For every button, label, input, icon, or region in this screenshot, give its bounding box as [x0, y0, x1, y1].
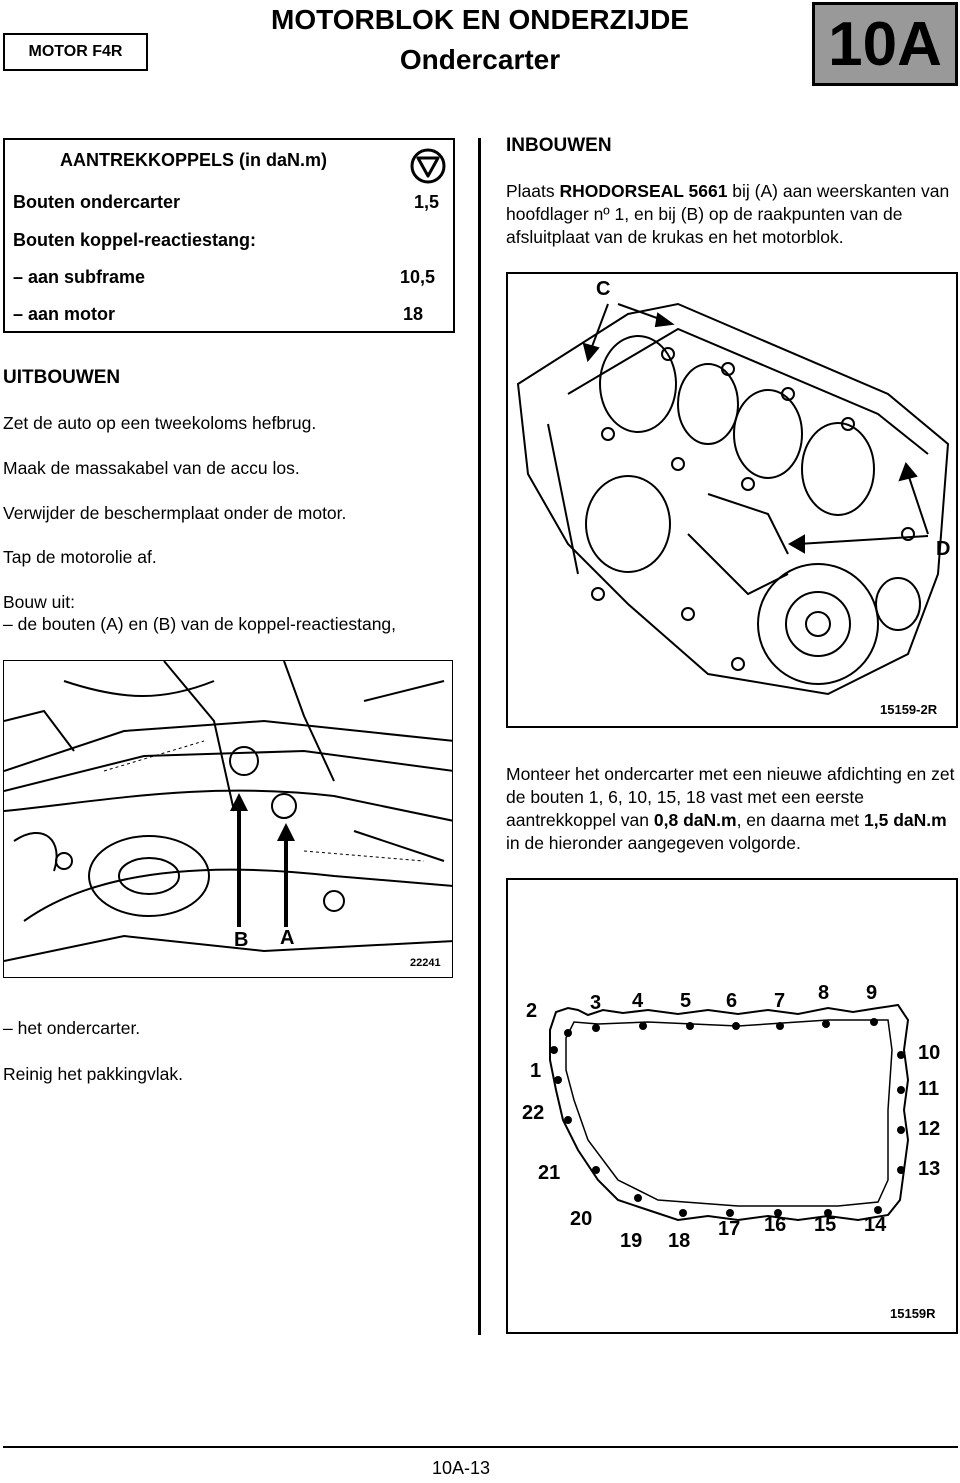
- bolt-number: 12: [918, 1118, 941, 1140]
- torque-table-title: AANTREKKOPPELS (in daN.m): [60, 150, 328, 170]
- figure-ref: 15159R: [890, 1306, 936, 1321]
- figure-ref: 22241: [410, 957, 441, 969]
- remove-item: – de bouten (A) en (B) van de koppel-reactiestang,: [3, 614, 397, 634]
- text-run: in de hieronder aangegeven volgorde.: [506, 833, 801, 853]
- bolt-number: 13: [918, 1158, 941, 1180]
- torque-row-value: 10,5: [399, 267, 435, 287]
- torque-row: [13, 192, 439, 213]
- callout-c: C: [596, 278, 611, 300]
- torque-row: [13, 267, 439, 288]
- torque-wrench-icon: [409, 146, 447, 186]
- torque-row: [13, 304, 439, 325]
- page-title: MOTORBLOK EN ONDERZIJDE: [271, 4, 689, 35]
- figure-engine-block: [506, 272, 958, 728]
- torque-row-label: – aan motor: [13, 304, 116, 324]
- figure-tightening-sequence: [506, 878, 958, 1334]
- bolt-number: 4: [632, 990, 644, 1012]
- bolt-number: 8: [818, 982, 830, 1004]
- text-run: Monteer het ondercarter met een nieuwe afdichting en zet de bouten 1, 6, 10, 15, 18 vast met een eerste aantrekkoppel van: [506, 764, 955, 830]
- remove-intro: Bouw uit:: [3, 592, 75, 612]
- text-run: , en daarna met: [736, 810, 865, 830]
- page-number: 10A-13: [432, 1458, 491, 1478]
- sump-outline-drawing: [508, 880, 956, 1332]
- torque-value: 0,8 daN.m: [653, 810, 737, 830]
- callout-d: D: [936, 538, 951, 560]
- bolt-number: 15: [814, 1214, 837, 1236]
- bolt-number: 22: [522, 1102, 545, 1124]
- bolt-number: 18: [668, 1230, 691, 1252]
- removal-step: Verwijder de beschermplaat onder de motor.: [3, 503, 347, 523]
- installation-paragraph-1: [506, 180, 956, 249]
- engine-block-drawing: [508, 274, 956, 726]
- torque-row-label: Bouten koppel-reactiestang:: [13, 230, 257, 250]
- clean-step: Reinig het pakkingvlak.: [3, 1064, 183, 1084]
- torque-value: 1,5 daN.m: [864, 810, 947, 830]
- bolt-number: 5: [680, 990, 692, 1012]
- torque-row: [13, 230, 439, 251]
- torque-row-value: 18: [402, 304, 423, 324]
- text-run: bij (A) aan weerskanten van hoofdlager nº 1, en bij (B) op de raakpunten van de afsluitplaat van de krukas en het motorblok.: [506, 181, 950, 247]
- torque-row-label: Bouten ondercarter: [13, 192, 181, 212]
- bolt-number: 10: [918, 1042, 941, 1064]
- bolt-number: 14: [864, 1214, 887, 1236]
- installation-heading: INBOUWEN: [506, 135, 612, 156]
- torque-row-value: 1,5: [413, 192, 439, 212]
- engine-label: MOTOR F4R: [3, 33, 148, 71]
- installation-paragraph-2: [506, 763, 958, 855]
- callout-a: A: [280, 927, 295, 949]
- bolt-number: 16: [764, 1214, 787, 1236]
- callout-b: B: [234, 929, 249, 951]
- bolt-number: 11: [918, 1078, 940, 1100]
- bolt-number: 9: [866, 982, 878, 1004]
- remove-item: – het ondercarter.: [3, 1018, 141, 1038]
- bolt-number: 2: [526, 1000, 538, 1022]
- removal-heading: UITBOUWEN: [3, 367, 121, 388]
- bolt-number: 1: [530, 1060, 542, 1082]
- bolt-number: 21: [538, 1162, 561, 1184]
- bolt-number: 6: [726, 990, 738, 1012]
- removal-step: Zet de auto op een tweekoloms hefbrug.: [3, 413, 317, 433]
- figure-subframe-bolts: [3, 660, 453, 978]
- torque-row-label: – aan subframe: [13, 267, 146, 287]
- bolt-number: 7: [774, 990, 786, 1012]
- subframe-drawing: [4, 661, 453, 978]
- bolt-number: 19: [620, 1230, 643, 1252]
- bolt-number: 17: [718, 1218, 741, 1240]
- removal-step: Maak de massakabel van de accu los.: [3, 458, 300, 478]
- page-subtitle: Ondercarter: [399, 44, 561, 75]
- figure-ref: 15159-2R: [880, 702, 938, 717]
- text-run: Plaats: [506, 181, 560, 201]
- bolt-number: 20: [570, 1208, 593, 1230]
- column-divider: [478, 138, 481, 1335]
- footer-rule: [3, 1446, 958, 1448]
- bolt-number: 3: [590, 992, 602, 1014]
- removal-step: Tap de motorolie af.: [3, 547, 157, 567]
- section-code: 10A: [812, 2, 958, 86]
- product-name: RHODORSEAL 5661: [559, 181, 728, 201]
- torque-table: [3, 138, 455, 333]
